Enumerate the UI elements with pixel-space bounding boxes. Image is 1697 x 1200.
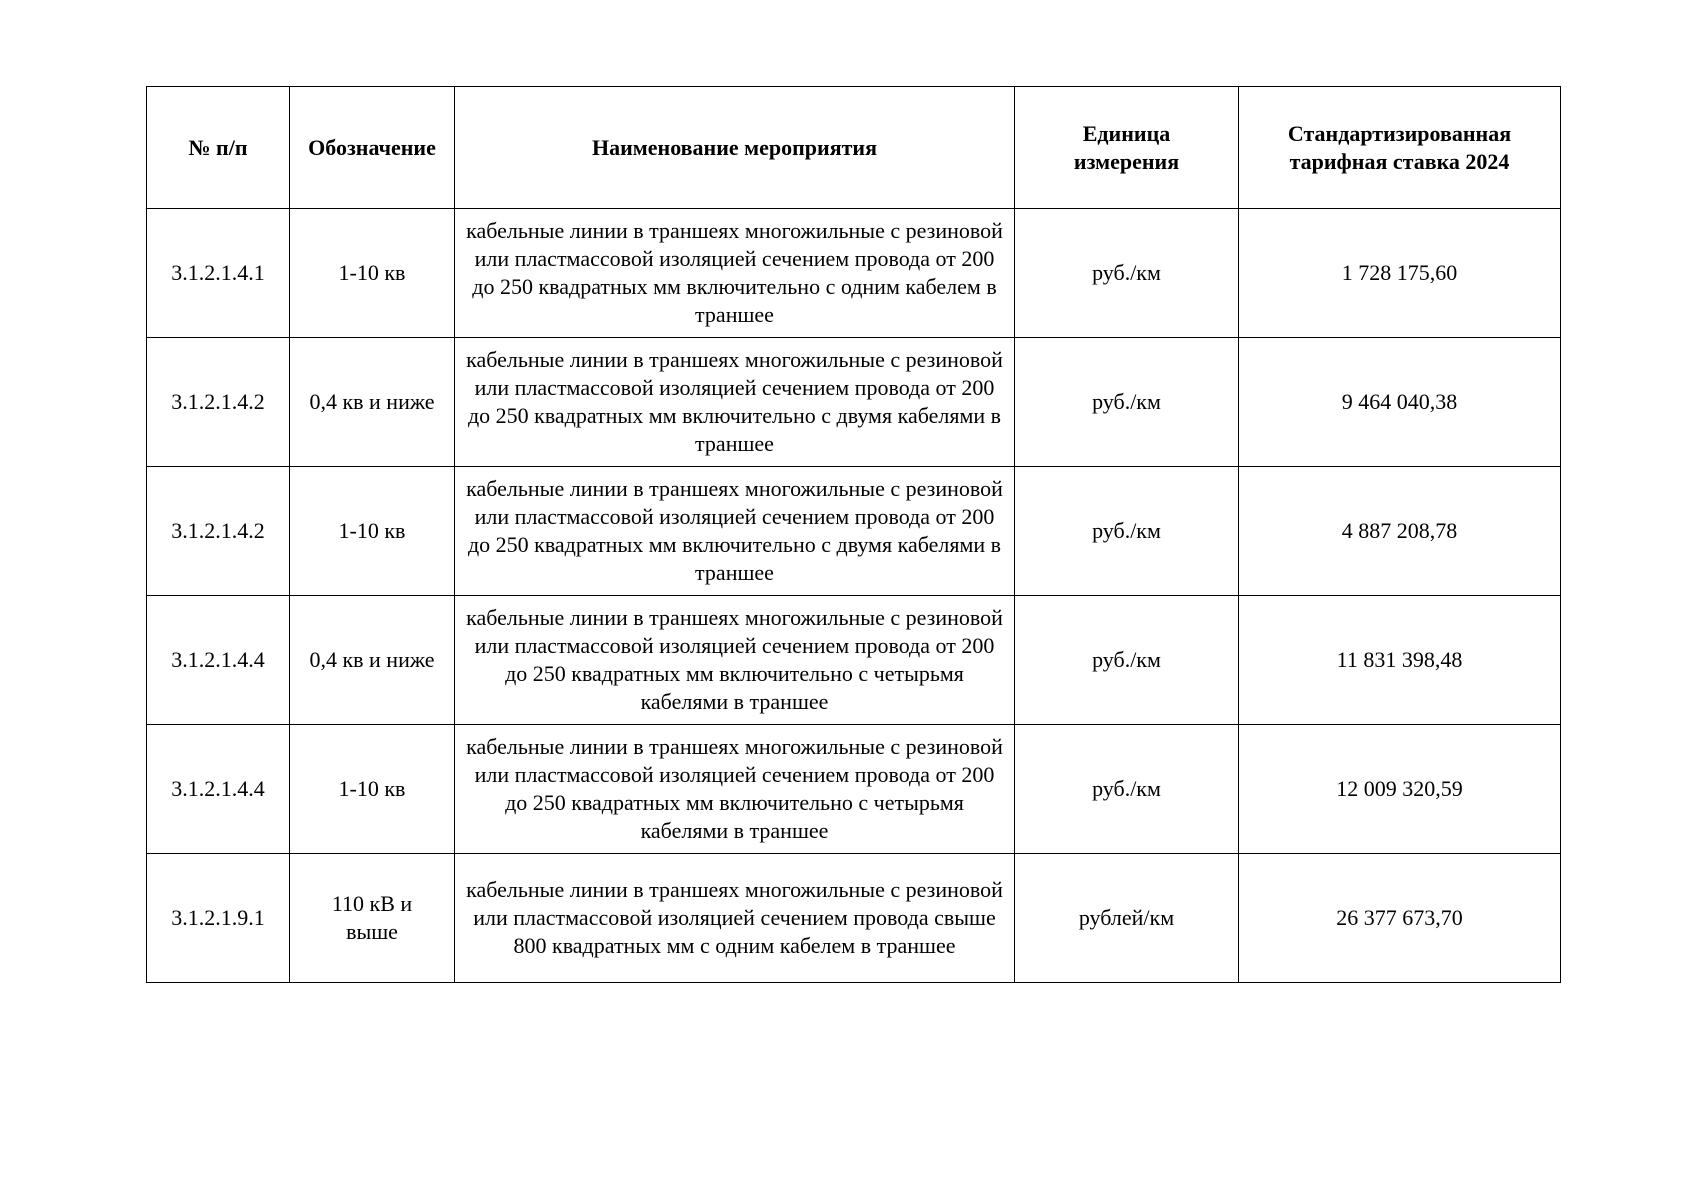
cell-designation: 1-10 кв	[290, 725, 455, 854]
cell-name: кабельные линии в траншеях многожильные с резиновой или пластмассовой изоляцией сечением провода от 200 до 250 квадратных мм включительно с двумя кабелями в траншее	[455, 338, 1015, 467]
cell-num: 3.1.2.1.4.4	[147, 596, 290, 725]
cell-num: 3.1.2.1.4.2	[147, 338, 290, 467]
header-unit: Единица измерения	[1015, 87, 1239, 209]
cell-rate: 12 009 320,59	[1239, 725, 1561, 854]
cell-name: кабельные линии в траншеях многожильные с резиновой или пластмассовой изоляцией сечением провода от 200 до 250 квадратных мм включительно с одним кабелем в траншее	[455, 209, 1015, 338]
table-row	[147, 596, 1561, 725]
cell-num: 3.1.2.1.4.4	[147, 725, 290, 854]
table-header	[147, 87, 1561, 209]
cell-rate: 26 377 673,70	[1239, 854, 1561, 983]
cell-unit: руб./км	[1015, 209, 1239, 338]
cell-unit: рублей/км	[1015, 854, 1239, 983]
cell-num: 3.1.2.1.9.1	[147, 854, 290, 983]
cell-designation: 0,4 кв и ниже	[290, 596, 455, 725]
cell-rate: 11 831 398,48	[1239, 596, 1561, 725]
cell-designation: 110 кВ и выше	[290, 854, 455, 983]
header-name: Наименование мероприятия	[455, 87, 1015, 209]
header-designation: Обозначение	[290, 87, 455, 209]
tariff-table	[146, 86, 1561, 983]
cell-unit: руб./км	[1015, 338, 1239, 467]
cell-unit: руб./км	[1015, 725, 1239, 854]
header-rate: Стандартизированная тарифная ставка 2024	[1239, 87, 1561, 209]
cell-designation: 1-10 кв	[290, 209, 455, 338]
header-num: № п/п	[147, 87, 290, 209]
cell-num: 3.1.2.1.4.2	[147, 467, 290, 596]
cell-name: кабельные линии в траншеях многожильные с резиновой или пластмассовой изоляцией сечением провода свыше 800 квадратных мм с одним кабелем в траншее	[455, 854, 1015, 983]
cell-name: кабельные линии в траншеях многожильные с резиновой или пластмассовой изоляцией сечением провода от 200 до 250 квадратных мм включительно с двумя кабелями в траншее	[455, 467, 1015, 596]
cell-rate: 4 887 208,78	[1239, 467, 1561, 596]
cell-name: кабельные линии в траншеях многожильные с резиновой или пластмассовой изоляцией сечением провода от 200 до 250 квадратных мм включительно с четырьмя кабелями в траншее	[455, 596, 1015, 725]
table-row	[147, 338, 1561, 467]
cell-rate: 9 464 040,38	[1239, 338, 1561, 467]
table-body	[147, 209, 1561, 983]
table-row	[147, 209, 1561, 338]
cell-unit: руб./км	[1015, 596, 1239, 725]
table-row	[147, 467, 1561, 596]
table-row	[147, 854, 1561, 983]
cell-designation: 0,4 кв и ниже	[290, 338, 455, 467]
header-row	[147, 87, 1561, 209]
cell-unit: руб./км	[1015, 467, 1239, 596]
cell-rate: 1 728 175,60	[1239, 209, 1561, 338]
cell-designation: 1-10 кв	[290, 467, 455, 596]
cell-num: 3.1.2.1.4.1	[147, 209, 290, 338]
table-row	[147, 725, 1561, 854]
cell-name: кабельные линии в траншеях многожильные с резиновой или пластмассовой изоляцией сечением провода от 200 до 250 квадратных мм включительно с четырьмя кабелями в траншее	[455, 725, 1015, 854]
